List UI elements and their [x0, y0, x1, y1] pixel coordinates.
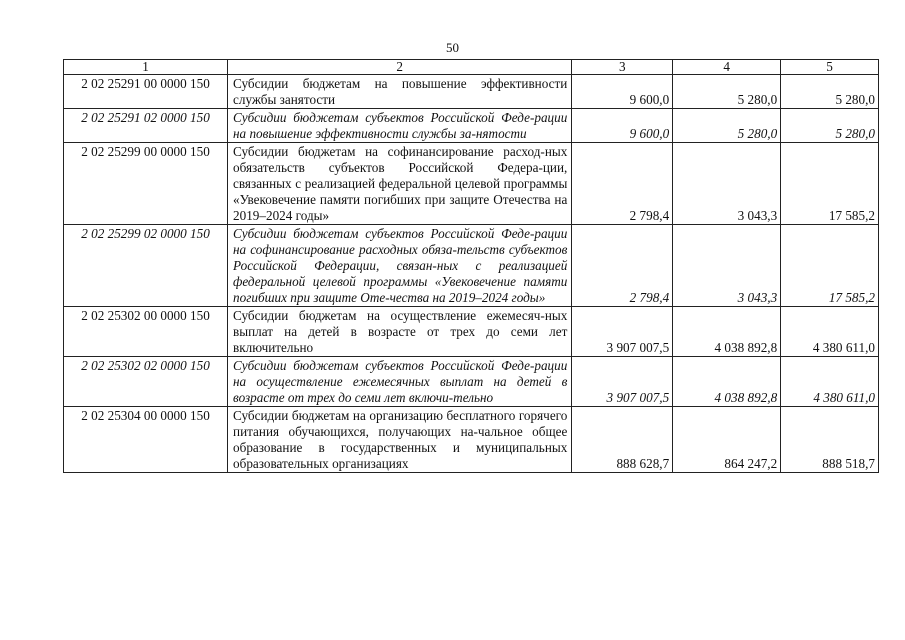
- revenue-name: Субсидии бюджетам субъектов Российской Феде-рации на повышение эффективности службы за-нятости: [228, 109, 572, 143]
- column-header-5: 5: [781, 60, 879, 75]
- budget-code: 2 02 25302 00 0000 150: [64, 307, 228, 357]
- amount-col-4: 864 247,2: [673, 407, 781, 473]
- budget-code: 2 02 25299 02 0000 150: [64, 225, 228, 307]
- amount-col-4: 5 280,0: [673, 75, 781, 109]
- amount-col-4: 4 038 892,8: [673, 307, 781, 357]
- amount-col-5: 5 280,0: [781, 75, 879, 109]
- amount-col-3: 3 907 007,5: [572, 307, 673, 357]
- amount-col-3: 9 600,0: [572, 109, 673, 143]
- column-header-4: 4: [673, 60, 781, 75]
- table-row: [64, 307, 879, 357]
- revenue-name: Субсидии бюджетам субъектов Российской Феде-рации на осуществление ежемесячных выплат на детей в возрасте от трех до семи лет включи-тельно: [228, 357, 572, 407]
- amount-col-3: 888 628,7: [572, 407, 673, 473]
- budget-table: [63, 59, 879, 473]
- amount-col-5: 4 380 611,0: [781, 307, 879, 357]
- revenue-name: Субсидии бюджетам на софинансирование расход-ных обязательств субъектов Российской Федера-ции, связанных с реализацией федеральной целевой программы «Увековечение памяти погибших при защите Отечества на 2019–2024 годы»: [228, 143, 572, 225]
- amount-col-4: 4 038 892,8: [673, 357, 781, 407]
- budget-code: 2 02 25291 02 0000 150: [64, 109, 228, 143]
- budget-code: 2 02 25299 00 0000 150: [64, 143, 228, 225]
- table-row: [64, 109, 879, 143]
- amount-col-5: 17 585,2: [781, 225, 879, 307]
- table-row: [64, 225, 879, 307]
- table-row: [64, 143, 879, 225]
- amount-col-5: 17 585,2: [781, 143, 879, 225]
- amount-col-4: 3 043,3: [673, 225, 781, 307]
- table-row: [64, 357, 879, 407]
- revenue-name: Субсидии бюджетам на осуществление ежемесяч-ных выплат на детей в возрасте от трех до семи лет включительно: [228, 307, 572, 357]
- revenue-name: Субсидии бюджетам субъектов Российской Феде-рации на софинансирование расходных обяза-тельств субъектов Российской Федерации, связан-ных с реализацией федеральной целевой программы «Увековечение памяти погибших при защите Оте-чества на 2019–2024 годы»: [228, 225, 572, 307]
- amount-col-5: 5 280,0: [781, 109, 879, 143]
- column-header-3: 3: [572, 60, 673, 75]
- amount-col-4: 3 043,3: [673, 143, 781, 225]
- table-row: [64, 407, 879, 473]
- budget-code: 2 02 25291 00 0000 150: [64, 75, 228, 109]
- budget-code: 2 02 25304 00 0000 150: [64, 407, 228, 473]
- column-header-2: 2: [228, 60, 572, 75]
- amount-col-3: 2 798,4: [572, 143, 673, 225]
- table-row: [64, 75, 879, 109]
- amount-col-5: 888 518,7: [781, 407, 879, 473]
- column-number-row: [64, 60, 879, 75]
- revenue-name: Субсидии бюджетам на повышение эффективности службы занятости: [228, 75, 572, 109]
- column-header-1: 1: [64, 60, 228, 75]
- budget-code: 2 02 25302 02 0000 150: [64, 357, 228, 407]
- amount-col-4: 5 280,0: [673, 109, 781, 143]
- amount-col-3: 9 600,0: [572, 75, 673, 109]
- amount-col-3: 2 798,4: [572, 225, 673, 307]
- amount-col-5: 4 380 611,0: [781, 357, 879, 407]
- page-number: 50: [446, 40, 459, 55]
- revenue-name: Субсидии бюджетам на организацию бесплатного горячего питания обучающихся, получающих на-чальное общее образование в государственных и муниципальных образовательных организациях: [228, 407, 572, 473]
- amount-col-3: 3 907 007,5: [572, 357, 673, 407]
